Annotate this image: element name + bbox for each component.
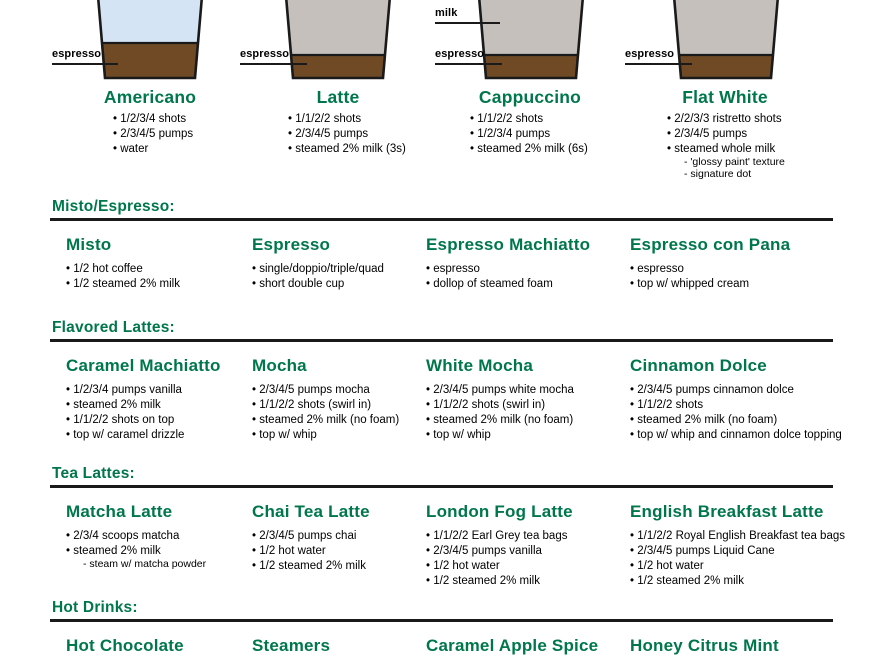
recipe-item: • short double cup xyxy=(252,277,420,292)
drink-column xyxy=(630,235,855,292)
espresso-callout-cappuccino xyxy=(435,47,502,65)
drink-title: White Mocha xyxy=(426,356,534,375)
drink-column xyxy=(426,235,624,292)
callout-label: espresso xyxy=(240,48,290,60)
recipe-item: • top w/ whipped cream xyxy=(630,277,855,292)
drink-title-cappuccino: Cappuccino xyxy=(478,87,582,107)
recipe-item: • 2/3/4/5 pumps Liquid Cane xyxy=(630,544,855,559)
recipe-item: • 1/2 hot water xyxy=(426,559,624,574)
recipe-item: • steamed 2% milk (6s) xyxy=(470,142,588,157)
callout-label: espresso xyxy=(625,48,675,60)
recipe-list xyxy=(252,529,420,574)
espresso-callout-americano xyxy=(52,47,118,65)
recipe-subitem: - signature dot xyxy=(667,169,785,181)
section-header: Misto/Espresso: xyxy=(52,198,175,215)
recipe-list xyxy=(66,262,246,292)
recipe-item: • steamed 2% milk (no foam) xyxy=(426,413,624,428)
recipe-item: • 2/3/4/5 pumps chai xyxy=(252,529,420,544)
recipe-item: • steamed 2% milk (no foam) xyxy=(252,413,420,428)
recipe-item: • 2/3/4/5 pumps xyxy=(667,127,785,142)
callout-label: espresso xyxy=(52,48,102,60)
milk-callout-cappuccino xyxy=(435,6,500,24)
drink-column xyxy=(252,356,420,443)
recipe-item: • 2/3/4/5 pumps xyxy=(288,127,406,142)
recipe-list xyxy=(252,383,420,443)
drink-title: Espresso xyxy=(252,235,331,254)
recipe-item: • 1/1/2/2 shots on top xyxy=(66,413,246,428)
water-fill xyxy=(98,0,202,43)
recipe-item: • 2/3/4 scoops matcha xyxy=(66,529,246,544)
recipe-item: • top w/ caramel drizzle xyxy=(66,428,246,443)
recipe-subitem: - 'glossy paint' texture xyxy=(667,157,785,169)
section-divider xyxy=(50,619,833,622)
recipe-list xyxy=(426,262,624,292)
drink-title: Mocha xyxy=(252,356,307,375)
recipe-item: • 1/2/3/4 shots xyxy=(113,112,193,127)
recipe-item: • 1/1/2/2 shots (swirl in) xyxy=(426,398,624,413)
recipe-item: • water xyxy=(113,142,193,157)
recipe-list xyxy=(426,529,624,589)
callout-label: milk xyxy=(435,7,458,19)
recipe-item: • 2/3/4/5 pumps vanilla xyxy=(426,544,624,559)
drink-column xyxy=(426,636,624,660)
drink-column xyxy=(630,636,855,660)
drink-title: Espresso con Pana xyxy=(630,235,791,254)
recipe-list-americano xyxy=(113,112,193,157)
latte-cup-diagram xyxy=(283,0,393,80)
recipe-item: • 1/2/3/4 pumps xyxy=(470,127,588,142)
recipe-list-cappuccino xyxy=(470,112,588,157)
recipe-item: • steamed 2% milk (3s) xyxy=(288,142,406,157)
recipe-item: • 1/1/2/2 shots xyxy=(630,398,855,413)
espresso-callout-latte xyxy=(240,47,307,65)
recipe-item: • 1/2 hot coffee xyxy=(66,262,246,277)
recipe-item: • 2/3/4/5 pumps xyxy=(113,127,193,142)
recipe-item: • 1/2 steamed 2% milk xyxy=(426,574,624,589)
callout-label: espresso xyxy=(435,48,485,60)
drink-column xyxy=(252,502,420,574)
recipe-item: • 2/3/4/5 pumps cinnamon dolce xyxy=(630,383,855,398)
recipe-list xyxy=(66,383,246,443)
recipe-item: • dollop of steamed foam xyxy=(426,277,624,292)
recipe-item: • 1/2 steamed 2% milk xyxy=(630,574,855,589)
section-divider xyxy=(50,218,833,221)
recipe-item: • 2/2/3/3 ristretto shots xyxy=(667,112,785,127)
recipe-list-latte xyxy=(288,112,406,157)
recipe-subitem: - steam w/ matcha powder xyxy=(66,559,246,571)
drink-title: English Breakfast Latte xyxy=(630,502,824,521)
drink-title: Caramel Machiatto xyxy=(66,356,221,375)
recipe-item: • 1/1/2/2 shots xyxy=(288,112,406,127)
drink-title: London Fog Latte xyxy=(426,502,573,521)
recipe-item: • 1/2 hot water xyxy=(252,544,420,559)
section-header: Tea Lattes: xyxy=(52,465,135,482)
recipe-item: • 1/2 steamed 2% milk xyxy=(252,559,420,574)
drink-column xyxy=(630,502,855,589)
recipe-list xyxy=(630,529,855,589)
espresso-fill xyxy=(679,55,773,78)
recipe-list xyxy=(252,262,420,292)
recipe-item: • steamed 2% milk (no foam) xyxy=(630,413,855,428)
drink-title-latte: Latte xyxy=(316,87,360,107)
recipe-item: • 1/1/2/2 Earl Grey tea bags xyxy=(426,529,624,544)
drink-column xyxy=(426,356,624,443)
recipe-list-flat-white xyxy=(667,112,785,180)
recipe-item: • 1/1/2/2 shots xyxy=(470,112,588,127)
section-divider xyxy=(50,485,833,488)
drink-title: Hot Chocolate xyxy=(66,636,184,655)
recipe-item: • 2/3/4/5 pumps white mocha xyxy=(426,383,624,398)
recipe-item: • espresso xyxy=(426,262,624,277)
drink-column xyxy=(252,636,420,660)
recipe-item: • 2/3/4/5 pumps mocha xyxy=(252,383,420,398)
americano-cup-diagram xyxy=(95,0,205,80)
recipe-item: • steamed whole milk xyxy=(667,142,785,157)
drink-column xyxy=(66,502,246,571)
drink-title: Misto xyxy=(66,235,112,254)
recipe-item: • 1/2 hot water xyxy=(630,559,855,574)
flat-white-cup-diagram xyxy=(671,0,781,80)
drink-title: Caramel Apple Spice xyxy=(426,636,599,655)
recipe-item: • single/doppio/triple/quad xyxy=(252,262,420,277)
drink-title: Cinnamon Dolce xyxy=(630,356,767,375)
recipe-list xyxy=(66,529,246,571)
recipe-item: • steamed 2% milk xyxy=(66,398,246,413)
drink-column xyxy=(66,636,246,660)
recipe-list xyxy=(426,383,624,443)
drink-title: Matcha Latte xyxy=(66,502,173,521)
recipe-item: • espresso xyxy=(630,262,855,277)
recipe-item: • 1/2 steamed 2% milk xyxy=(66,277,246,292)
drink-title: Honey Citrus Mint xyxy=(630,636,779,655)
drink-title-americano: Americano xyxy=(103,87,197,107)
recipe-list xyxy=(630,262,855,292)
recipe-item: • 1/1/2/2 shots (swirl in) xyxy=(252,398,420,413)
recipe-item: • top w/ whip and cinnamon dolce topping xyxy=(630,428,855,443)
drink-title: Chai Tea Latte xyxy=(252,502,370,521)
recipe-list xyxy=(630,383,855,443)
section-divider xyxy=(50,339,833,342)
drink-column xyxy=(66,235,246,292)
drink-column xyxy=(630,356,855,443)
recipe-item: • top w/ whip xyxy=(426,428,624,443)
recipe-item: • top w/ whip xyxy=(252,428,420,443)
drink-column xyxy=(66,356,246,443)
section-header: Flavored Lattes: xyxy=(52,319,175,336)
recipe-item: • 1/1/2/2 Royal English Breakfast tea bags xyxy=(630,529,855,544)
espresso-callout-flat-white xyxy=(625,47,692,65)
drink-column xyxy=(426,502,624,589)
drink-title: Steamers xyxy=(252,636,331,655)
drink-title-flat-white: Flat White xyxy=(682,87,768,107)
section-header: Hot Drinks: xyxy=(52,599,138,616)
drink-title: Espresso Machiatto xyxy=(426,235,591,254)
recipe-item: • 1/2/3/4 pumps vanilla xyxy=(66,383,246,398)
recipe-item: • steamed 2% milk xyxy=(66,544,246,559)
drink-column xyxy=(252,235,420,292)
